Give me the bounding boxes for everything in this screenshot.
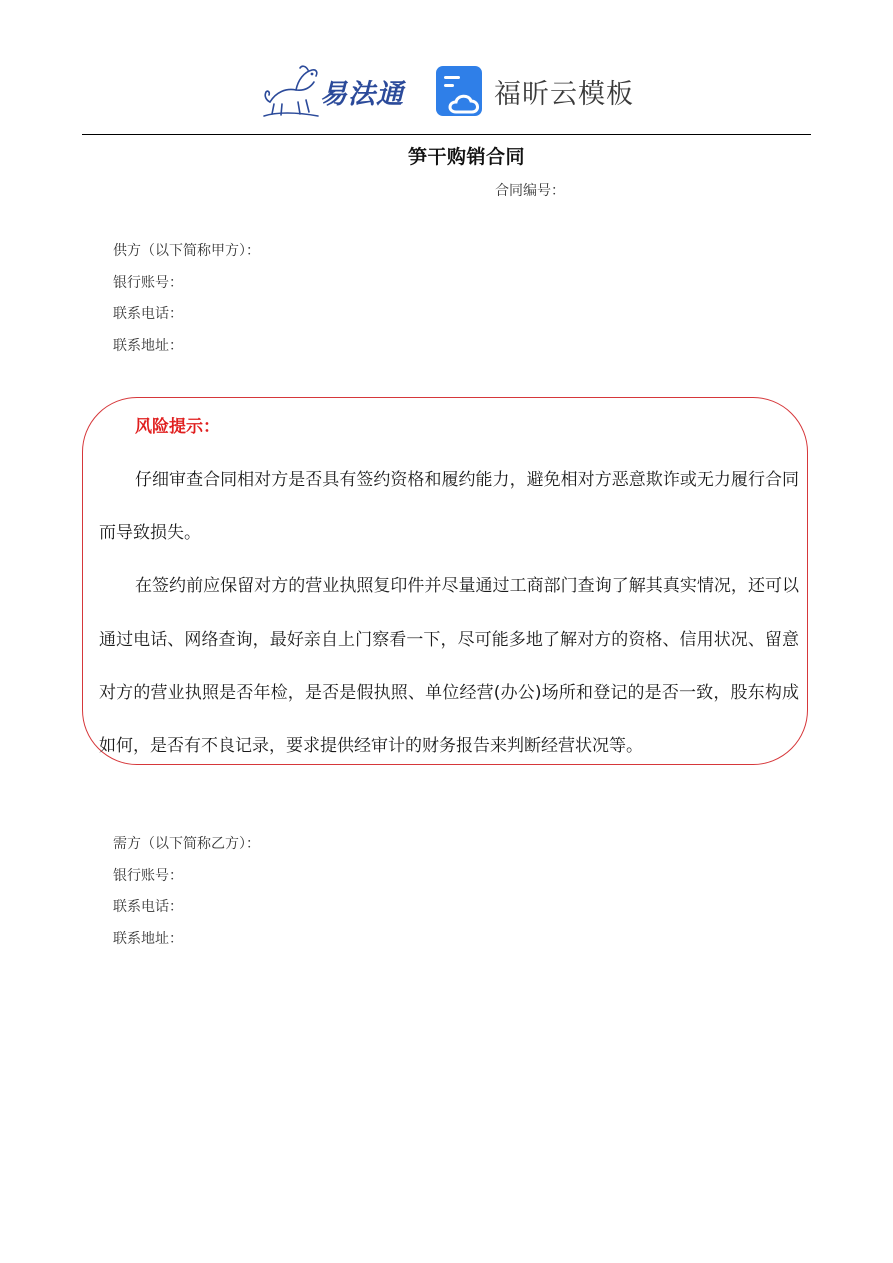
header-divider — [82, 134, 811, 135]
buyer-bank-account-label: 银行账号： — [113, 867, 183, 884]
supplier-party-label: 供方（以下简称甲方）： — [113, 243, 260, 259]
supplier-info — [113, 242, 260, 368]
foxit-cloud-template-text: 福昕云模板 — [494, 79, 634, 110]
supplier-bank-account-label: 银行账号： — [113, 274, 183, 291]
supplier-phone-label: 联系电话： — [113, 306, 183, 322]
qilin-emblem-icon — [262, 62, 322, 120]
risk-notice-body — [99, 454, 799, 773]
contract-number-label: 合同编号： — [495, 183, 565, 199]
foxit-cloud-template-icon — [436, 66, 484, 118]
buyer-party-label: 需方（以下简称乙方）： — [113, 836, 260, 852]
risk-paragraph: 仔细审查合同相对方是否具有签约资格和履约能力，避免相对方恶意欺诈或无力履行合同而导致损失。 — [99, 470, 799, 544]
buyer-phone-label: 联系电话： — [113, 899, 183, 915]
risk-paragraph: 在签约前应保留对方的营业执照复印件并尽量通过工商部门查询了解其真实情况，还可以通过电话、网络查询，最好亲自上门察看一下，尽可能多地了解对方的资格、信用状况、留意对方的营业执照是否年检，是否是假执照、单位经营(办公)场所和登记的是否一致，股东构成如何，是否有不良记录，要求提供经审计的财务报告来判断经营状况等。 — [99, 576, 799, 757]
buyer-info — [113, 835, 260, 961]
yifatong-logo-text: 易法通 — [320, 79, 404, 110]
risk-notice-title: 风险提示： — [135, 417, 220, 437]
yifatong-logo — [262, 62, 412, 120]
document-title: 笋干购销合同 — [407, 146, 525, 168]
buyer-address-label: 联系地址： — [113, 930, 183, 947]
header-logos — [262, 62, 642, 120]
supplier-address-label: 联系地址： — [113, 337, 183, 354]
